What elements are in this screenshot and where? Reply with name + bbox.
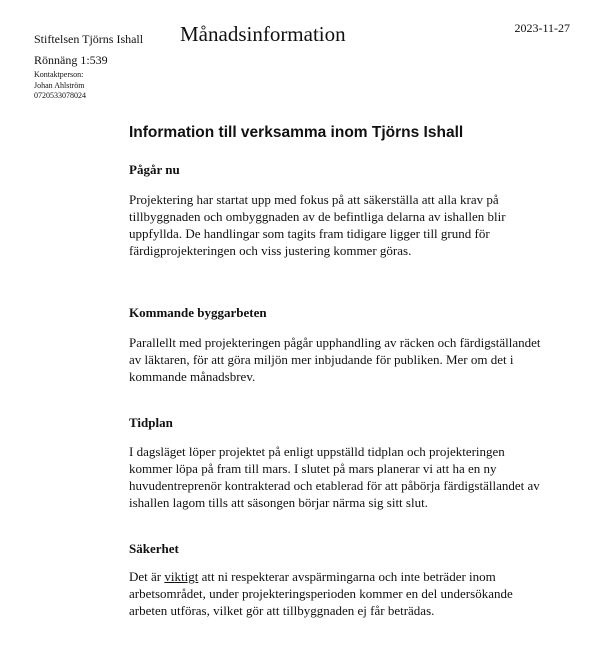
emphasis-word: viktigt [164,569,199,584]
paragraph-line: arbetsområdet, under projekteringsperioden kommer en del undersökande [129,586,513,601]
document-body [129,123,569,619]
section-sakerhet [129,540,569,619]
contact-block [34,70,86,102]
paragraph-line: Projektering har startat upp med fokus på att säkerställa att alla krav på [129,192,499,207]
section-heading: Säkerhet [129,541,179,556]
paragraph-line: uppfyllda. De handlingar som tagits fram tidigare ligger till grund för [129,226,490,241]
text-run: att ni respekterar avspärmingarna och inte beträder inom [198,569,496,584]
section-kommande-byggarbeten [129,304,569,385]
paragraph-line: tillbyggnaden och ombyggnaden av de befintliga delarna av ishallen blir [129,209,506,224]
paragraph-line: huvudentreprenör kontrakterad och etablerad för att påbörja färdigställandet av [129,478,540,493]
paragraph-line: arbeten utföras, vilket gör att tillbyggnaden ej får beträdas. [129,603,435,618]
document-date: 2023-11-27 [514,21,570,35]
section-tidplan [129,414,569,511]
section-pagar-nu [129,161,569,259]
paragraph-line: I dagsläget löper projektet på enligt uppställd tidplan och projekteringen [129,444,505,459]
paragraph-line: av läktaren, för att göra miljön mer inbjudande för publiken. Mer om det i [129,352,514,367]
property-reference: Rönnäng 1:539 [34,53,108,67]
contact-name: Johan Ahlström [34,80,85,90]
document-headline: Information till verksamma inom Tjörns Ishall [129,124,464,141]
paragraph-line: kommande månadsbrev. [129,369,256,384]
section-heading: Tidplan [129,415,173,430]
page-title: Månadsinformation [180,22,346,46]
organization-name: Stiftelsen Tjörns Ishall [34,32,144,46]
text-run: Det är [129,569,165,584]
contact-label: Kontaktperson: [34,70,84,79]
paragraph-line: ishallen lagom tills att säsongen börjar närma sig sitt slut. [129,495,428,510]
contact-phone: 0720533078024 [34,91,86,100]
paragraph-line: färdigprojekteringen och viss justering kommer göras. [129,243,412,258]
section-heading: Pågår nu [129,162,180,177]
section-heading: Kommande byggarbeten [129,305,267,320]
paragraph-line: kommer löpa på fram till mars. I slutet på mars planerar vi att ha en ny [129,461,497,476]
paragraph-line: Parallellt med projekteringen pågår upphandling av räcken och färdigställandet [129,335,541,350]
paragraph-line [129,568,569,585]
